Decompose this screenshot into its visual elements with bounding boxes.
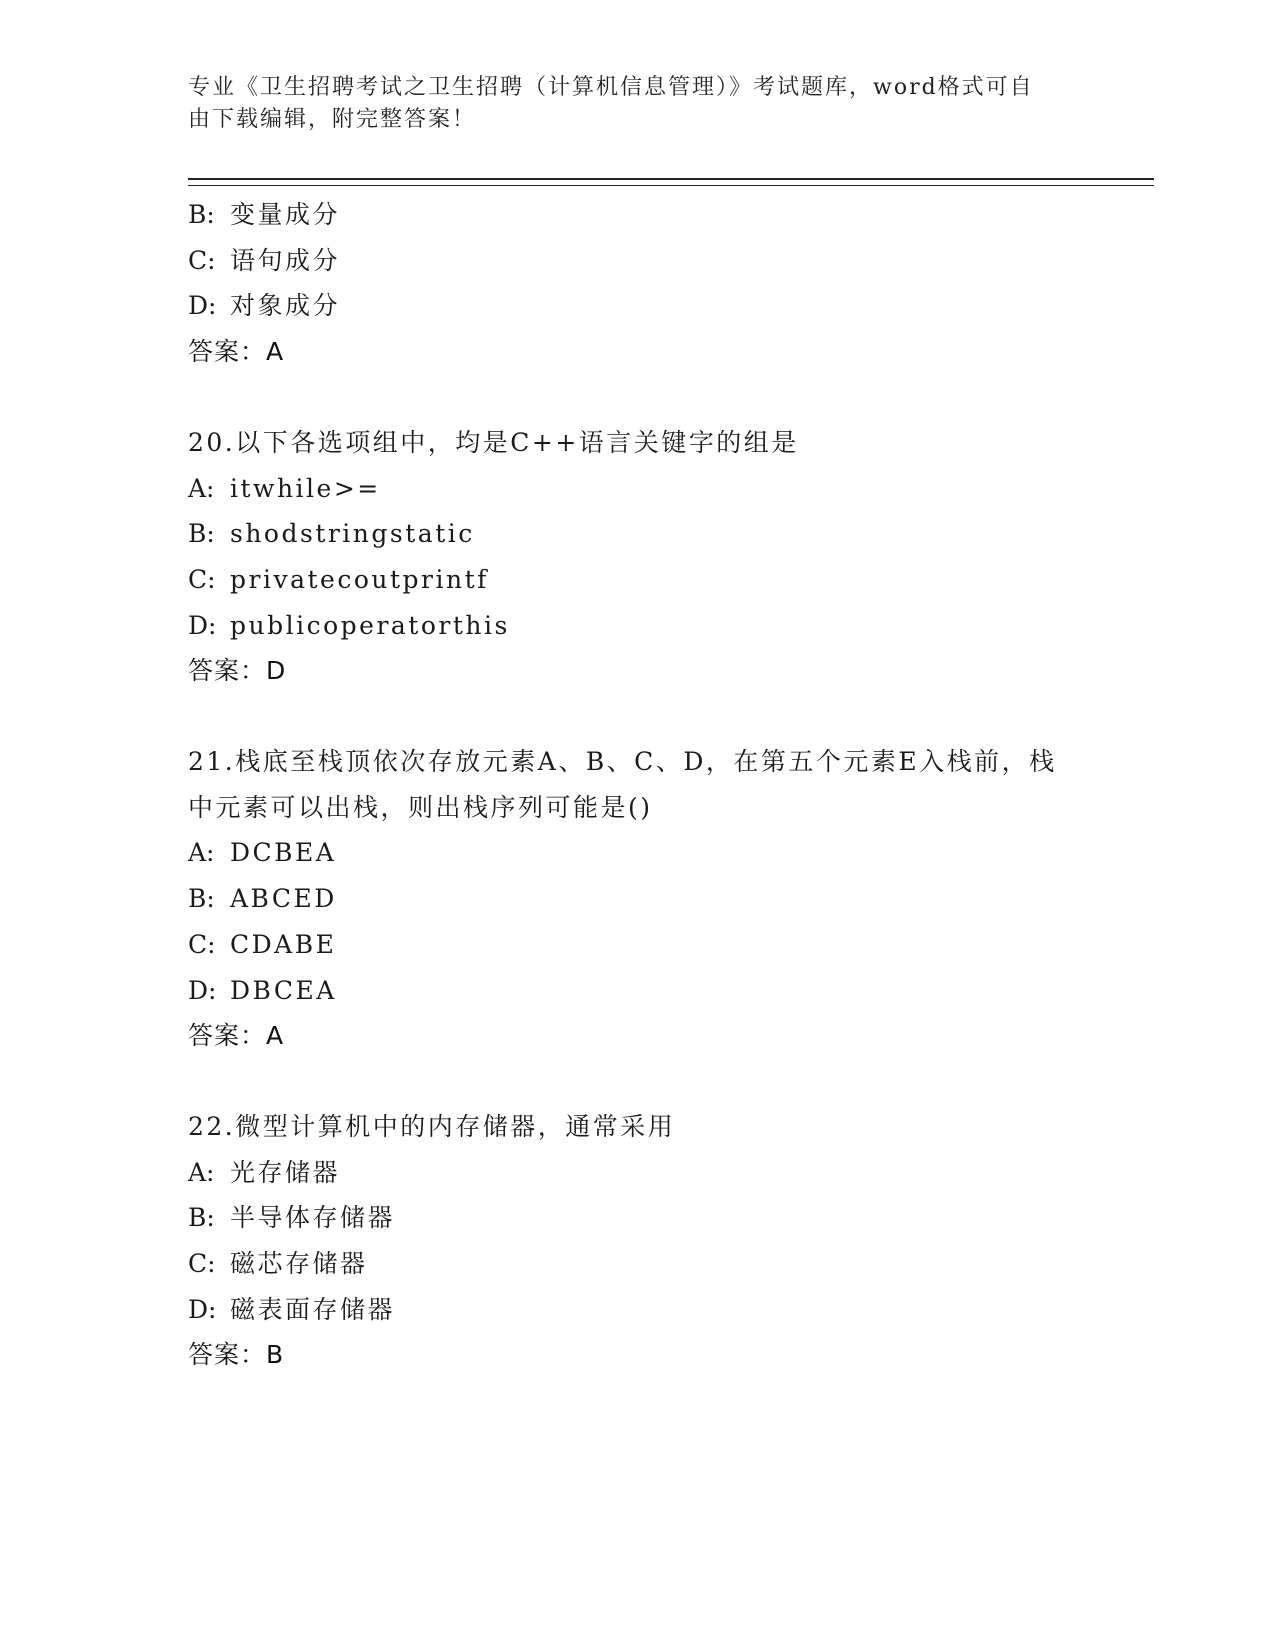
option-a: A: itwhile>= [188, 473, 381, 503]
answer-line: 答案：D [188, 656, 287, 686]
option-c: C: CDABE [188, 929, 337, 959]
question-stem: 20.以下各选项组中，均是C++语言关键字的组是 [188, 427, 799, 457]
option-c: C: privatecoutprintf [188, 564, 489, 594]
question-stem-line-2: 中元素可以出栈，则出栈序列可能是() [188, 792, 653, 822]
option-d: D: publicoperatorthis [188, 610, 510, 640]
header-line-1: 专业《卫生招聘考试之卫生招聘（计算机信息管理）》考试题库，word格式可自 [188, 75, 1034, 100]
option-a: A: 光存储器 [188, 1157, 341, 1187]
option-b: B: ABCED [188, 884, 337, 914]
option-d: D: 对象成分 [188, 291, 341, 321]
option-d: D: 磁表面存储器 [188, 1294, 396, 1324]
answer-line: 答案：A [188, 1021, 285, 1051]
option-b: B: 半导体存储器 [188, 1203, 396, 1233]
question-stem: 22.微型计算机中的内存储器，通常采用 [188, 1111, 676, 1141]
question-20 [188, 420, 1088, 694]
option-d: D: DBCEA [188, 975, 337, 1005]
question-19-continued [188, 192, 1088, 375]
option-a: A: DCBEA [188, 838, 337, 868]
option-c: C: 语句成分 [188, 245, 341, 275]
document-header [188, 72, 1088, 136]
option-b: B: shodstringstatic [188, 519, 475, 549]
question-22 [188, 1104, 1088, 1378]
answer-line: 答案：A [188, 337, 285, 367]
header-line-2: 由下载编辑，附完整答案！ [188, 107, 477, 132]
option-b: B: 变量成分 [188, 200, 341, 229]
question-21 [188, 739, 1088, 1059]
answer-line: 答案：B [188, 1340, 285, 1370]
question-list [188, 192, 1088, 1378]
question-stem-line-1: 21.栈底至栈顶依次存放元素A、B、C、D，在第五个元素E入栈前，栈 [188, 747, 1057, 777]
header-divider [188, 178, 1154, 186]
option-c: C: 磁芯存储器 [188, 1249, 368, 1279]
